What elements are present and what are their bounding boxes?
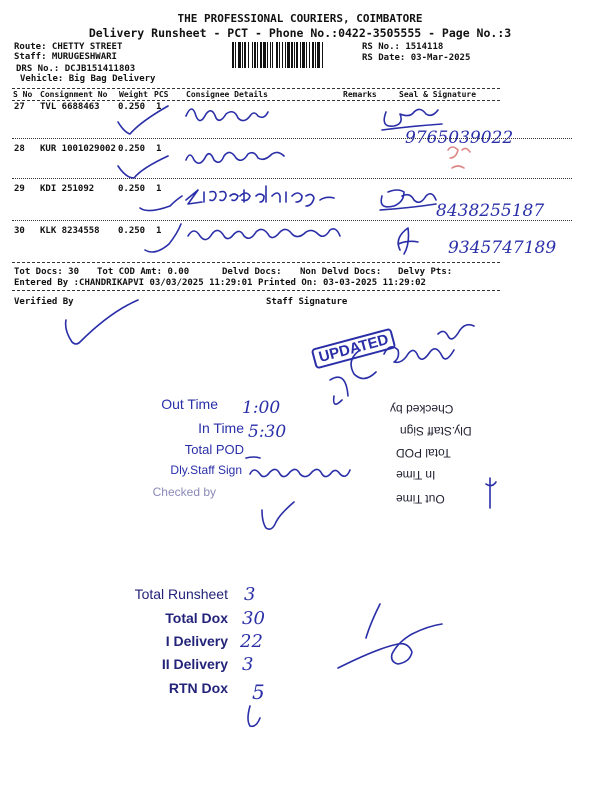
dly-staff-sign-inverted: Dly.Staff Sign: [400, 424, 472, 438]
col-consignment: Consignment No: [40, 90, 108, 99]
consignee-scribble-30: [188, 229, 340, 240]
col-consignee: Consignee Details: [186, 90, 268, 99]
out-time-value: 1:00: [242, 398, 281, 418]
row-phone: 8438255187: [436, 201, 545, 221]
row-consignment: KLK 8234558: [40, 226, 100, 236]
runsheet-subtitle: Delivery Runsheet - PCT - Phone No.:0422-3505555 - Page No.:3: [88, 26, 512, 40]
dly-staff-sign-scribble: [250, 469, 350, 476]
stamp-smudge-row-28: [448, 147, 470, 168]
col-pcs: PCS: [154, 90, 169, 99]
consignee-scribble-29: [186, 186, 334, 206]
col-remarks: Remarks: [343, 90, 377, 99]
out-time-inverted: Out Time: [396, 492, 445, 506]
non-delivered-docs: Non Delvd Docs:: [300, 267, 382, 277]
in-time-inverted: In Time: [396, 468, 436, 482]
checked-by-label: Checked by: [152, 485, 216, 499]
staff-info: Staff: MURUGESHWARI: [14, 52, 117, 62]
row-weight: 0.250: [118, 184, 146, 194]
checked-by-tick: [262, 502, 294, 529]
row-weight: 0.250: [118, 144, 146, 154]
row-consignment: KUR 1001029002: [40, 144, 116, 154]
verified-by-label: Verified By: [14, 297, 74, 307]
total-cod: Tot COD Amt: 0.00: [97, 267, 190, 277]
checked-by-inverted: Checked by: [390, 402, 454, 416]
row-consignment: TVL 6688463: [40, 102, 100, 112]
rtn-dox-tick: [248, 706, 260, 726]
total-dox-value: 30: [242, 608, 265, 629]
first-delivery-value: 22: [240, 631, 263, 652]
total-pod-label: Total POD: [184, 442, 244, 457]
entered-by: Entered By :CHANDRIKAPVI 03/03/2025 11:29:01: [14, 278, 253, 288]
row-phone: 9765039022: [405, 128, 514, 148]
staff-signature-label: Staff Signature: [266, 297, 348, 307]
staff-signature: [330, 325, 474, 405]
total-dox-label: Total Dox: [165, 610, 228, 626]
row-sno: 29: [14, 184, 25, 194]
printed-on: Printed On: 03-03-2025 11:29:02: [258, 278, 426, 288]
second-delivery-label: II Delivery: [161, 656, 228, 672]
bottom-signature: [338, 604, 442, 668]
verified-tick: [66, 300, 138, 344]
tick-row-27: [118, 106, 168, 134]
row-pcs: 1: [156, 102, 162, 112]
total-runsheet-value: 3: [244, 584, 256, 605]
total-docs: Tot Docs: 30: [14, 267, 80, 277]
tick-row-29: [140, 196, 182, 211]
signature-row-27: [382, 109, 442, 130]
signature-row-30: [398, 228, 418, 254]
right-margin-scribble: [486, 478, 496, 508]
second-delivery-value: 3: [242, 654, 254, 675]
col-sno: S No: [13, 90, 33, 99]
row-weight: 0.250: [118, 102, 146, 112]
total-runsheet-label: Total Runsheet: [134, 586, 228, 602]
consignee-scribble-27: [186, 109, 268, 121]
in-time-label: In Time: [198, 420, 244, 436]
col-weight: Weight: [119, 90, 148, 99]
delivery-points: Delvy Pts:: [398, 267, 453, 277]
row-sno: 28: [14, 144, 25, 154]
out-time-label: Out Time: [161, 396, 218, 412]
signature-row-29: [380, 190, 436, 210]
updated-stamp: UPDATED: [311, 328, 397, 370]
row-sno: 30: [14, 226, 25, 236]
tick-row-28: [118, 156, 168, 178]
company-title: THE PROFESSIONAL COURIERS, COIMBATORE: [177, 12, 423, 25]
rtn-dox-value: 5: [252, 680, 265, 704]
total-pod-dash: [246, 457, 260, 458]
rtn-dox-label: RTN Dox: [168, 680, 228, 696]
delivered-docs: Delvd Docs:: [222, 267, 282, 277]
first-delivery-label: I Delivery: [165, 633, 228, 649]
rs-date: RS Date: 03-Mar-2025: [362, 53, 471, 63]
row-pcs: 1: [156, 144, 162, 154]
drs-info: DRS No.: DCJB151411803: [16, 64, 136, 74]
total-pod-inverted: Total POD: [396, 446, 451, 460]
route-info: Route: CHETTY STREET: [14, 42, 123, 52]
in-time-value: 5:30: [248, 422, 287, 442]
row-pcs: 1: [156, 226, 162, 236]
row-weight: 0.250: [118, 226, 146, 236]
row-consignment: KDI 251092: [40, 184, 95, 194]
vehicle-info: Vehicle: Big Bag Delivery: [20, 74, 156, 84]
row-pcs: 1: [156, 184, 162, 194]
dly-staff-sign-label: Dly.Staff Sign: [170, 463, 242, 477]
col-seal: Seal & Signature: [399, 90, 477, 99]
rs-number: RS No.: 1514118: [362, 42, 444, 52]
tick-row-30: [145, 224, 181, 252]
consignee-scribble-28: [186, 152, 284, 163]
row-phone: 9345747189: [448, 238, 557, 258]
row-sno: 27: [14, 102, 25, 112]
